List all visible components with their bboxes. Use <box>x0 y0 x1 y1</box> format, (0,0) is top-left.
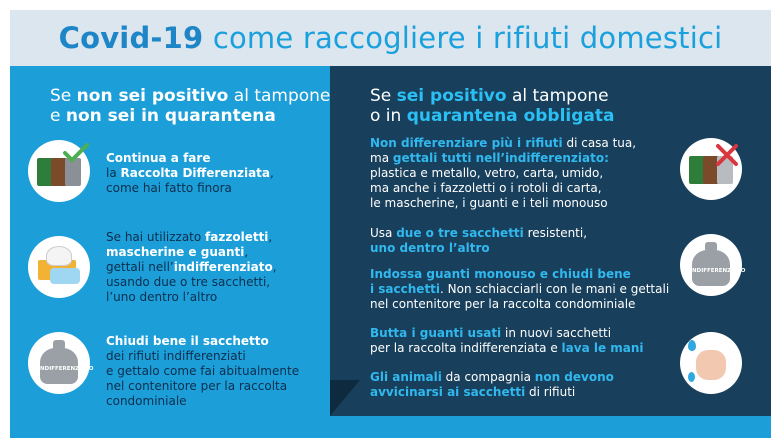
block-key: Indossa guanti monouso e chiudi bene <box>370 267 631 281</box>
bins-cross-icon <box>680 138 742 200</box>
right-block-5 <box>370 370 614 400</box>
block-key: avvicinarsi ai sacchetti <box>370 385 526 399</box>
left-item-2 <box>106 230 277 305</box>
block-text: le mascherine, i guanti e i teli monouso <box>370 196 608 210</box>
item-text: , <box>244 245 249 259</box>
item-text: , <box>268 230 273 244</box>
panel-fold <box>330 380 360 416</box>
right-header-text: o in <box>370 106 407 126</box>
item-text: come hai fatto finora <box>106 181 232 195</box>
item-text: condominiale <box>106 394 187 408</box>
tissues-mask-icon <box>28 236 90 298</box>
item-text: nel contenitore per la raccolta <box>106 379 288 393</box>
item-text: e gettalo come fai abitualmente <box>106 364 300 378</box>
block-key: Butta i guanti usati <box>370 326 502 340</box>
left-item-3 <box>106 334 299 409</box>
block-key: lava le mani <box>561 341 644 355</box>
trash-bag-icon <box>28 332 94 394</box>
title-bold: Covid-19 <box>58 21 204 55</box>
block-text: plastica e metallo, vetro, carta, umido, <box>370 166 604 180</box>
item-text: dei rifiuti indifferenziati <box>106 349 246 363</box>
right-header-text: Se <box>370 86 397 106</box>
item-text: la <box>106 166 121 180</box>
item-key: indifferenziato <box>173 260 273 274</box>
item-text: usando due o tre sacchetti, <box>106 275 271 289</box>
right-header-text: al tampone <box>506 86 609 106</box>
block-key: uno dentro l’altro <box>370 241 490 255</box>
block-key: Gli animali <box>370 370 442 384</box>
block-key: i sacchetti <box>370 282 441 296</box>
left-item-1 <box>106 151 274 196</box>
block-text: di rifiuti <box>525 385 576 399</box>
item-text: Se hai utilizzato <box>106 230 206 244</box>
right-block-1 <box>370 136 636 211</box>
left-header-text: al tampone <box>228 86 331 106</box>
block-text: in nuovi sacchetti <box>501 326 612 340</box>
title-bar <box>10 10 771 66</box>
block-text: nel contenitore per la raccolta condominiale <box>370 297 636 311</box>
item-key: fazzoletti <box>205 230 269 244</box>
item-key: mascherine e guanti <box>106 245 245 259</box>
left-header-text: Se <box>50 86 77 106</box>
bag-label: INDIFFERENZIATO <box>38 366 94 372</box>
bag-label: INDIFFERENZIATO <box>690 268 746 274</box>
block-text: Usa <box>370 226 397 240</box>
block-key: gettali tutti nell’indifferenziato: <box>392 151 609 165</box>
left-header-highlight: non sei in quarantena <box>65 106 276 126</box>
block-key: Non differenziare più i rifiuti <box>370 136 563 150</box>
item-text: , <box>272 260 277 274</box>
block-text: di casa tua, <box>562 136 637 150</box>
right-block-2 <box>370 226 587 256</box>
block-text: resistenti, <box>523 226 588 240</box>
block-text: da compagnia <box>441 370 535 384</box>
item-key: Chiudi bene il sacchetto <box>106 334 269 348</box>
trash-bag-icon <box>680 234 746 296</box>
item-text: , <box>270 166 274 180</box>
title-rest: come raccogliere i rifiuti domestici <box>212 21 723 55</box>
bins-check-icon <box>28 140 90 202</box>
right-block-4 <box>370 326 644 356</box>
block-text: . Non schiacciarli con le mani e gettali <box>440 282 670 296</box>
block-text: ma anche i fazzoletti o i rotoli di carta, <box>370 181 602 195</box>
right-header-highlight: quarantena obbligata <box>406 106 615 126</box>
item-key: Raccolta Differenziata <box>120 166 271 180</box>
left-header <box>50 86 330 126</box>
hand-washing-icon <box>680 332 742 394</box>
block-key: due o tre sacchetti <box>396 226 524 240</box>
item-key: Continua a fare <box>106 151 211 165</box>
bottom-strip <box>330 416 771 438</box>
item-text: l’uno dentro l’altro <box>106 290 218 304</box>
block-text: per la raccolta indifferenziata e <box>370 341 562 355</box>
block-key: non devono <box>534 370 614 384</box>
right-panel <box>330 66 771 416</box>
right-header-highlight: sei positivo <box>396 86 507 106</box>
left-header-text: e <box>50 106 66 126</box>
left-panel <box>10 66 330 438</box>
block-text: ma <box>370 151 393 165</box>
right-block-3 <box>370 267 669 312</box>
page-title <box>59 21 723 55</box>
left-header-highlight: non sei positivo <box>76 86 229 106</box>
right-header <box>370 86 614 126</box>
item-text: gettali nell’ <box>106 260 174 274</box>
